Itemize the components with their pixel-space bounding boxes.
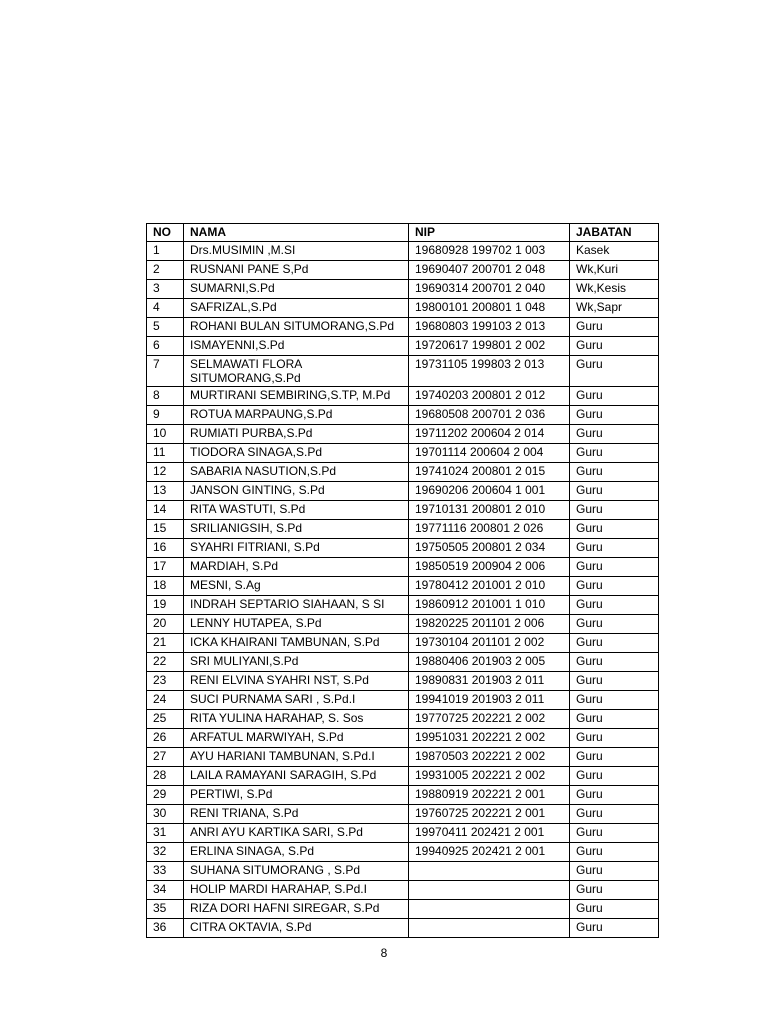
cell-no: 31	[147, 824, 184, 843]
table-row	[147, 596, 659, 615]
cell-jabatan: Guru	[570, 748, 659, 767]
cell-nama: ROHANI BULAN SITUMORANG,S.Pd	[184, 318, 409, 337]
cell-nip: 19680803 199103 2 013	[409, 318, 570, 337]
cell-nama: MARDIAH, S.Pd	[184, 558, 409, 577]
cell-nama: SUMARNI,S.Pd	[184, 280, 409, 299]
cell-nip: 19770725 202221 2 002	[409, 710, 570, 729]
table-row	[147, 261, 659, 280]
cell-nip: 19690314 200701 2 040	[409, 280, 570, 299]
table-row	[147, 501, 659, 520]
cell-jabatan: Guru	[570, 356, 659, 387]
cell-jabatan: Guru	[570, 406, 659, 425]
staff-table-body	[147, 242, 659, 938]
cell-jabatan: Guru	[570, 558, 659, 577]
table-row	[147, 919, 659, 938]
cell-nama: SYAHRI FITRIANI, S.Pd	[184, 539, 409, 558]
table-row	[147, 425, 659, 444]
cell-jabatan: Guru	[570, 318, 659, 337]
cell-no: 15	[147, 520, 184, 539]
cell-nama: AYU HARIANI TAMBUNAN, S.Pd.I	[184, 748, 409, 767]
cell-jabatan: Guru	[570, 881, 659, 900]
cell-nip: 19760725 202221 2 001	[409, 805, 570, 824]
cell-nip: 19780412 201001 2 010	[409, 577, 570, 596]
cell-no: 14	[147, 501, 184, 520]
cell-nama: SUCI PURNAMA SARI , S.Pd.I	[184, 691, 409, 710]
table-row	[147, 387, 659, 406]
table-row	[147, 577, 659, 596]
cell-nama: MURTIRANI SEMBIRING,S.TP, M.Pd	[184, 387, 409, 406]
table-row	[147, 280, 659, 299]
cell-nama: CITRA OKTAVIA, S.Pd	[184, 919, 409, 938]
table-row	[147, 558, 659, 577]
cell-nama: ANRI AYU KARTIKA SARI, S.Pd	[184, 824, 409, 843]
cell-jabatan: Guru	[570, 767, 659, 786]
cell-no: 4	[147, 299, 184, 318]
cell-nama: INDRAH SEPTARIO SIAHAAN, S SI	[184, 596, 409, 615]
staff-table	[146, 223, 659, 938]
table-row	[147, 805, 659, 824]
table-row	[147, 843, 659, 862]
cell-no: 17	[147, 558, 184, 577]
cell-jabatan: Guru	[570, 862, 659, 881]
cell-no: 27	[147, 748, 184, 767]
cell-nip	[409, 900, 570, 919]
cell-no: 34	[147, 881, 184, 900]
cell-nama: RUSNANI PANE S,Pd	[184, 261, 409, 280]
cell-no: 36	[147, 919, 184, 938]
cell-nip: 19750505 200801 2 034	[409, 539, 570, 558]
cell-nama: ARFATUL MARWIYAH, S.Pd	[184, 729, 409, 748]
table-row	[147, 767, 659, 786]
cell-jabatan: Guru	[570, 786, 659, 805]
table-row	[147, 748, 659, 767]
cell-nip: 19731105 199803 2 013	[409, 356, 570, 387]
cell-nip: 19800101 200801 1 048	[409, 299, 570, 318]
cell-no: 23	[147, 672, 184, 691]
cell-nama: SUHANA SITUMORANG , S.Pd	[184, 862, 409, 881]
cell-jabatan: Guru	[570, 520, 659, 539]
table-row	[147, 729, 659, 748]
cell-no: 11	[147, 444, 184, 463]
cell-jabatan: Kasek	[570, 242, 659, 261]
cell-no: 25	[147, 710, 184, 729]
cell-nip: 19940925 202421 2 001	[409, 843, 570, 862]
cell-jabatan: Guru	[570, 615, 659, 634]
cell-nama: PERTIWI, S.Pd	[184, 786, 409, 805]
cell-jabatan: Guru	[570, 653, 659, 672]
cell-nip: 19710131 200801 2 010	[409, 501, 570, 520]
cell-no: 24	[147, 691, 184, 710]
cell-nama: SELMAWATI FLORA SITUMORANG,S.Pd	[184, 356, 409, 387]
cell-nip	[409, 881, 570, 900]
table-row	[147, 337, 659, 356]
cell-nip: 19720617 199801 2 002	[409, 337, 570, 356]
cell-no: 22	[147, 653, 184, 672]
cell-nip: 19680508 200701 2 036	[409, 406, 570, 425]
cell-jabatan: Guru	[570, 634, 659, 653]
table-row	[147, 539, 659, 558]
header-no: NO	[147, 224, 184, 242]
cell-nip: 19941019 201903 2 011	[409, 691, 570, 710]
cell-jabatan: Guru	[570, 729, 659, 748]
cell-no: 10	[147, 425, 184, 444]
cell-nama: LENNY HUTAPEA, S.Pd	[184, 615, 409, 634]
cell-nip: 19741024 200801 2 015	[409, 463, 570, 482]
cell-jabatan: Guru	[570, 539, 659, 558]
header-row	[147, 224, 659, 242]
cell-no: 9	[147, 406, 184, 425]
table-row	[147, 299, 659, 318]
cell-no: 21	[147, 634, 184, 653]
cell-nip: 19711202 200604 2 014	[409, 425, 570, 444]
cell-jabatan: Guru	[570, 919, 659, 938]
cell-no: 8	[147, 387, 184, 406]
cell-jabatan: Guru	[570, 444, 659, 463]
cell-no: 6	[147, 337, 184, 356]
cell-nip	[409, 862, 570, 881]
table-row	[147, 900, 659, 919]
cell-nip: 19680928 199702 1 003	[409, 242, 570, 261]
table-row	[147, 482, 659, 501]
cell-no: 5	[147, 318, 184, 337]
cell-nama: RITA YULINA HARAHAP, S. Sos	[184, 710, 409, 729]
table-row	[147, 691, 659, 710]
cell-jabatan: Guru	[570, 425, 659, 444]
cell-no: 3	[147, 280, 184, 299]
table-row	[147, 634, 659, 653]
table-row	[147, 653, 659, 672]
cell-no: 30	[147, 805, 184, 824]
cell-jabatan: Guru	[570, 691, 659, 710]
cell-nama: ERLINA SINAGA, S.Pd	[184, 843, 409, 862]
cell-jabatan: Wk,Sapr	[570, 299, 659, 318]
cell-nama: ISMAYENNI,S.Pd	[184, 337, 409, 356]
cell-jabatan: Guru	[570, 805, 659, 824]
cell-jabatan: Guru	[570, 710, 659, 729]
staff-table-header	[147, 224, 659, 242]
cell-no: 7	[147, 356, 184, 387]
cell-nama: SRILIANIGSIH, S.Pd	[184, 520, 409, 539]
cell-jabatan: Guru	[570, 824, 659, 843]
cell-nama: RITA WASTUTI, S.Pd	[184, 501, 409, 520]
cell-nama: SAFRIZAL,S.Pd	[184, 299, 409, 318]
cell-nama: JANSON GINTING, S.Pd	[184, 482, 409, 501]
cell-no: 16	[147, 539, 184, 558]
cell-nama: TIODORA SINAGA,S.Pd	[184, 444, 409, 463]
cell-nip: 19880919 202221 2 001	[409, 786, 570, 805]
cell-no: 28	[147, 767, 184, 786]
cell-jabatan: Guru	[570, 501, 659, 520]
cell-nip: 19890831 201903 2 011	[409, 672, 570, 691]
cell-no: 29	[147, 786, 184, 805]
cell-nip: 19850519 200904 2 006	[409, 558, 570, 577]
table-row	[147, 444, 659, 463]
cell-jabatan: Guru	[570, 672, 659, 691]
cell-nama: SABARIA NASUTION,S.Pd	[184, 463, 409, 482]
cell-nama: LAILA RAMAYANI SARAGIH, S.Pd	[184, 767, 409, 786]
cell-nama: RUMIATI PURBA,S.Pd	[184, 425, 409, 444]
cell-nip	[409, 919, 570, 938]
table-row	[147, 824, 659, 843]
table-row	[147, 862, 659, 881]
cell-no: 33	[147, 862, 184, 881]
table-row	[147, 672, 659, 691]
cell-jabatan: Guru	[570, 463, 659, 482]
cell-nama: HOLIP MARDI HARAHAP, S.Pd.I	[184, 881, 409, 900]
table-row	[147, 242, 659, 261]
table-row	[147, 463, 659, 482]
cell-no: 19	[147, 596, 184, 615]
cell-nama: ICKA KHAIRANI TAMBUNAN, S.Pd	[184, 634, 409, 653]
cell-nip: 19730104 201101 2 002	[409, 634, 570, 653]
cell-no: 26	[147, 729, 184, 748]
cell-nama: MESNI, S.Ag	[184, 577, 409, 596]
cell-nama: Drs.MUSIMIN ,M.SI	[184, 242, 409, 261]
cell-nip: 19820225 201101 2 006	[409, 615, 570, 634]
cell-nip: 19870503 202221 2 002	[409, 748, 570, 767]
cell-nip: 19690206 200604 1 001	[409, 482, 570, 501]
table-row	[147, 356, 659, 387]
cell-no: 13	[147, 482, 184, 501]
table-row	[147, 615, 659, 634]
cell-nama: RENI TRIANA, S.Pd	[184, 805, 409, 824]
cell-no: 1	[147, 242, 184, 261]
cell-nip: 19740203 200801 2 012	[409, 387, 570, 406]
cell-jabatan: Guru	[570, 387, 659, 406]
cell-nama: RENI ELVINA SYAHRI NST, S.Pd	[184, 672, 409, 691]
cell-nip: 19771116 200801 2 026	[409, 520, 570, 539]
cell-jabatan: Wk,Kuri	[570, 261, 659, 280]
header-nip: NIP	[409, 224, 570, 242]
header-nama: NAMA	[184, 224, 409, 242]
cell-nip: 19970411 202421 2 001	[409, 824, 570, 843]
table-row	[147, 786, 659, 805]
cell-no: 12	[147, 463, 184, 482]
page-number: 8	[380, 946, 388, 960]
cell-nip: 19951031 202221 2 002	[409, 729, 570, 748]
cell-no: 20	[147, 615, 184, 634]
cell-nip: 19880406 201903 2 005	[409, 653, 570, 672]
cell-no: 2	[147, 261, 184, 280]
cell-no: 35	[147, 900, 184, 919]
cell-jabatan: Wk,Kesis	[570, 280, 659, 299]
cell-nip: 19690407 200701 2 048	[409, 261, 570, 280]
cell-nama: RIZA DORI HAFNI SIREGAR, S.Pd	[184, 900, 409, 919]
cell-nama: ROTUA MARPAUNG,S.Pd	[184, 406, 409, 425]
cell-no: 32	[147, 843, 184, 862]
table-row	[147, 318, 659, 337]
cell-jabatan: Guru	[570, 337, 659, 356]
cell-jabatan: Guru	[570, 596, 659, 615]
table-row	[147, 520, 659, 539]
cell-jabatan: Guru	[570, 482, 659, 501]
header-jabatan: JABATAN	[570, 224, 659, 242]
table-row	[147, 710, 659, 729]
cell-jabatan: Guru	[570, 577, 659, 596]
cell-jabatan: Guru	[570, 900, 659, 919]
table-row	[147, 881, 659, 900]
cell-nip: 19931005 202221 2 002	[409, 767, 570, 786]
cell-nip: 19701114 200604 2 004	[409, 444, 570, 463]
cell-nip: 19860912 201001 1 010	[409, 596, 570, 615]
table-row	[147, 406, 659, 425]
cell-no: 18	[147, 577, 184, 596]
cell-jabatan: Guru	[570, 843, 659, 862]
cell-nama: SRI MULIYANI,S.Pd	[184, 653, 409, 672]
